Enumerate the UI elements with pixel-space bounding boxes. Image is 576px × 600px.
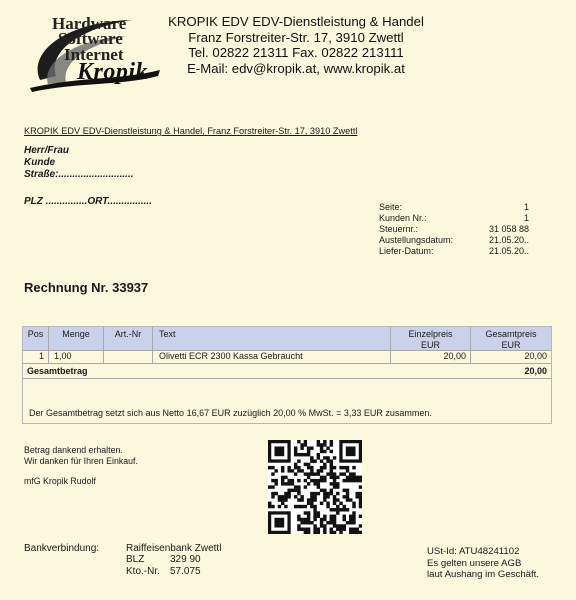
recipient-street: Straße:...........................	[24, 169, 134, 180]
recipient-block	[24, 145, 133, 181]
agb-note-1: Es gelten unsere AGB	[427, 557, 522, 569]
signoff: mfG Kropik Rudolf	[24, 476, 96, 486]
meta-label: Liefer-Datum:	[379, 246, 434, 257]
logo-text-software: Software	[58, 29, 123, 48]
meta-value: 31 058 88	[488, 224, 529, 235]
meta-row-tax-no	[379, 224, 539, 235]
column-header-einzelpreis: Einzelpreis EUR	[391, 327, 471, 350]
company-street: Franz Forstreiter-Str. 17, 3910 Zwettl	[188, 29, 404, 45]
total-value: 20,00	[524, 366, 547, 376]
company-logo	[22, 14, 162, 94]
cell-text: Olivetti ECR 2300 Kassa Gebraucht	[153, 350, 391, 363]
recipient-customer: Kunde	[24, 157, 56, 168]
cell-menge: 1,00	[49, 350, 104, 363]
company-phone: Tel. 02822 21311 Fax. 02822 213111	[188, 45, 404, 60]
logo-text-hardware: Hardware	[52, 14, 127, 33]
meta-label: Steuernr.:	[379, 224, 419, 235]
column-header-pos: Pos	[23, 327, 49, 350]
column-header-gesamtpreis: Gesamtpreis EUR	[485, 329, 537, 350]
bank-label: Bankverbindung:	[24, 543, 100, 554]
bank-blz-row	[126, 554, 221, 565]
company-header	[150, 14, 442, 76]
bank-kto-value: 57.075	[170, 565, 201, 577]
bank-kto-row	[126, 566, 221, 577]
cell-gesamtpreis: 20,00	[524, 351, 547, 361]
bank-details	[126, 543, 221, 577]
qr-code-icon	[268, 440, 362, 534]
meta-label: Kunden Nr.:	[379, 213, 427, 224]
bank-kto-label: Kto.-Nr.	[126, 565, 160, 577]
vat-id: USt-Id: ATU48241102	[427, 546, 520, 557]
tax-note: Der Gesamtbetrag setzt sich aus Netto 16,67 EUR zuzüglich 20,00 % MwSt. = 3,33 EUR zusammen.	[29, 408, 432, 418]
cell-pos: 1	[23, 350, 49, 363]
invoice-meta	[379, 202, 539, 257]
column-header-menge: Menge	[49, 327, 104, 350]
meta-row-issue-date	[379, 235, 539, 246]
table-row	[23, 350, 551, 364]
cell-art-nr	[104, 350, 153, 363]
meta-row-delivery-date	[379, 246, 539, 257]
logo-text-internet: Internet	[64, 45, 124, 64]
meta-label: Austellungsdatum:	[379, 235, 454, 246]
table-header	[23, 327, 551, 351]
meta-value: 21.05.20..	[488, 246, 529, 257]
column-header-text: Text	[153, 327, 391, 350]
legal-block	[427, 546, 539, 581]
invoice-title: Rechnung Nr. 33937	[24, 280, 149, 295]
total-row	[23, 364, 551, 379]
cell-einzelpreis: 20,00	[391, 350, 471, 363]
logo-text-kropik: Kropik	[77, 59, 149, 85]
company-email: E-Mail: edv@kropik.at, www.kropik.at	[187, 60, 405, 76]
recipient-city: PLZ ...............ORT................	[24, 196, 152, 207]
company-name: KROPIK EDV EDV-Dienstleistung & Handel	[168, 14, 424, 29]
invoice-table	[22, 326, 552, 424]
bank-blz-label: BLZ	[126, 554, 145, 566]
sender-line: KROPIK EDV EDV-Dienstleistung & Handel, Franz Forstreiter-Str. 17, 3910 Zwettl	[24, 126, 358, 136]
meta-value: 21.05.20..	[488, 235, 529, 246]
greeting-thanks: Wir danken für Ihren Einkauf.	[24, 456, 138, 466]
bank-name: Raiffeisenbank Zwettl	[126, 543, 222, 554]
agb-note-2: laut Aushang im Geschäft.	[427, 569, 539, 581]
meta-label: Seite:	[379, 202, 403, 212]
bank-blz-value: 329 90	[170, 554, 201, 566]
column-header-art-nr: Art.-Nr	[104, 327, 153, 350]
greeting-paid: Betrag dankend erhalten.	[24, 445, 123, 455]
total-label: Gesamtbetrag	[27, 366, 88, 376]
meta-value: 1	[523, 213, 529, 224]
meta-row-page	[379, 202, 539, 213]
meta-row-customer-no	[379, 213, 539, 224]
greeting-block	[24, 445, 138, 467]
recipient-salutation: Herr/Frau	[24, 145, 70, 156]
meta-value: 1	[523, 202, 529, 212]
